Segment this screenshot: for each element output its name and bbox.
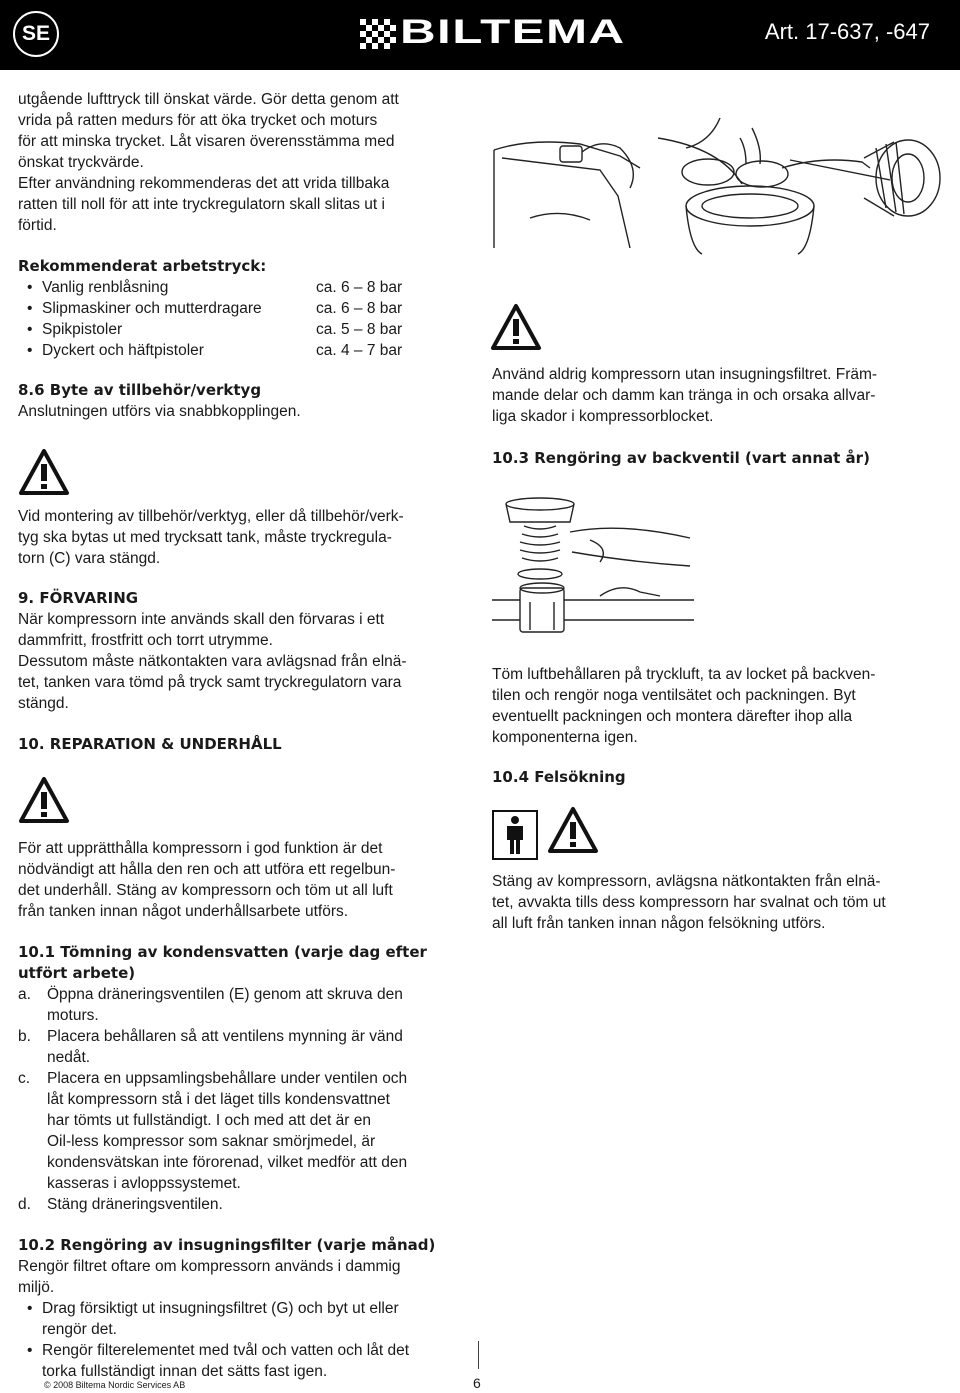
pressure-item-value: ca. 4 – 7 bar: [316, 342, 403, 359]
intro-line: vrida på ratten medurs för att öka trycket och moturs: [18, 112, 378, 129]
section-9-line: När kompressorn inte används skall den förvaras i ett: [18, 611, 385, 628]
section-10-4-heading: 10.4 Felsökning: [492, 768, 626, 786]
section-10-1-heading: utfört arbete): [18, 964, 136, 982]
pressure-heading: Rekommenderat arbetstryck:: [18, 257, 267, 275]
warning-text-line: nödvändigt att hålla den ren och att utföra ett regelbun-: [18, 861, 396, 878]
warning-text-line: Använd aldrig kompressorn utan insugningsfiltret. Främ-: [492, 366, 878, 383]
step-line: kondensvätskan inte förorenad, vilket medför att den: [47, 1154, 408, 1171]
section-10-4-line: all luft från tanken innan någon felsökning utförs.: [492, 915, 826, 932]
warning-triangle-icon: [18, 776, 70, 824]
section-10-heading: 10. REPARATION & UNDERHÅLL: [18, 735, 282, 753]
section-9-line: dammfritt, frostfritt och torrt utrymme.: [18, 632, 273, 649]
filter-bullet-cont: torka fullständigt innan det sätts fast igen.: [42, 1363, 328, 1380]
section-10-2-heading: 10.2 Rengöring av insugningsfilter (varje månad): [18, 1236, 436, 1254]
filter-bullet: • Drag försiktigt ut insugningsfiltret (G) och byt ut eller: [42, 1298, 399, 1319]
section-10-1-heading: 10.1 Tömning av kondensvatten (varje dag efter: [18, 943, 427, 961]
section-8-6-text: Anslutningen utförs via snabbkopplingen.: [18, 403, 301, 420]
step-line: Placera en uppsamlingsbehållare under ventilen och: [47, 1070, 408, 1087]
checkered-flag-icon: [360, 19, 396, 49]
logo-wordmark: BILTEMA: [400, 13, 626, 51]
step-letter: d.: [18, 1196, 31, 1213]
section-8-6-heading: 8.6 Byte av tillbehör/verktyg: [18, 381, 262, 399]
copyright: © 2008 Biltema Nordic Services AB: [44, 1380, 186, 1390]
section-9-heading: 9. FÖRVARING: [18, 589, 139, 607]
intro-line: önskat tryckvärde.: [18, 154, 144, 171]
step-letter: a.: [18, 986, 31, 1003]
filter-removal-illustration: [490, 108, 948, 256]
warning-text-line: torn (C) vara stängd.: [18, 550, 161, 567]
pressure-item-label: • Spikpistoler: [42, 319, 122, 340]
section-9-line: stängd.: [18, 695, 69, 712]
warning-triangle-icon: [490, 303, 542, 351]
warning-triangle-icon: [547, 806, 599, 854]
section-9-line: Dessutom måste nätkontakten vara avlägsnad från elnä-: [18, 653, 407, 670]
section-10-4-line: Stäng av kompressorn, avlägsna nätkontakten från elnä-: [492, 873, 881, 890]
warning-text-line: det underhåll. Stäng av kompressorn och töm ut all luft: [18, 882, 393, 899]
section-10-2-line: Rengör filtret oftare om kompressorn används i dammig: [18, 1258, 401, 1275]
intro-line: ratten till noll för att inte tryckregulatorn skall slitas ut i: [18, 196, 385, 213]
article-number: Art. 17-637, -647: [764, 19, 930, 44]
pressure-item-value: ca. 6 – 8 bar: [316, 279, 403, 296]
section-10-3-line: tilen och rengör noga ventilsätet och packningen. Byt: [492, 687, 856, 704]
warning-text-line: För att upprätthålla kompressorn i god funktion är det: [18, 840, 383, 857]
section-10-3-line: Töm luftbehållaren på tryckluft, ta av locket på backven-: [492, 666, 876, 683]
step-line: Stäng dräneringsventilen.: [47, 1196, 223, 1213]
pressure-item-label: • Dyckert och häftpistoler: [42, 340, 204, 361]
step-line: Oil-less kompressor som saknar smörjmedel, är: [47, 1133, 376, 1150]
filter-bullet: • Rengör filterelementet med tvål och vatten och låt det: [42, 1340, 409, 1361]
intro-line: Efter användning rekommenderas det att vrida tillbaka: [18, 175, 390, 192]
section-10-4-line: tet, avvakta tills dess kompressorn har svalnat och töm ut: [492, 894, 886, 911]
section-10-3-heading: 10.3 Rengöring av backventil (vart annat år): [492, 449, 870, 467]
step-letter: c.: [18, 1070, 31, 1087]
filter-bullet-cont: rengör det.: [42, 1321, 117, 1338]
warning-triangle-icon: [18, 448, 70, 496]
biltema-logo: [360, 13, 626, 54]
pressure-item-label: • Vanlig renblåsning: [42, 277, 168, 298]
step-line: Placera behållaren så att ventilens mynning är vänd: [47, 1028, 403, 1045]
pressure-item-value: ca. 6 – 8 bar: [316, 300, 403, 317]
language-badge: SE: [13, 11, 59, 57]
step-line: har tömts ut fullständigt. I och med att det är en: [47, 1112, 371, 1129]
section-9-line: tet, tanken vara tömd på tryck samt tryckregulatorn vara: [18, 674, 402, 691]
warning-text-line: mande delar och damm kan tränga in och orsaka allvar-: [492, 387, 876, 404]
warning-text-line: tyg ska bytas ut med trycksatt tank, måste tryckregula-: [18, 529, 392, 546]
section-10-3-line: komponenterna igen.: [492, 729, 638, 746]
warning-text-line: från tanken innan något underhållsarbete utförs.: [18, 903, 349, 920]
pressure-item-value: ca. 5 – 8 bar: [316, 321, 403, 338]
step-line: Öppna dräneringsventilen (E) genom att skruva den: [47, 986, 403, 1003]
footer-rule: [478, 1341, 479, 1369]
page-number: 6: [473, 1375, 481, 1391]
step-line: låt kompressorn stå i det läget tills kondensvattnet: [47, 1091, 390, 1108]
header-bar: [0, 0, 960, 70]
intro-line: förtid.: [18, 217, 57, 234]
warning-text-line: Vid montering av tillbehör/verktyg, eller då tillbehör/verk-: [18, 508, 404, 525]
warning-text-line: liga skador i kompressorblocket.: [492, 408, 714, 425]
section-10-3-line: eventuellt packningen och montera därefter ihop alla: [492, 708, 853, 725]
intro-line: för att minska trycket. Låt visaren överensstämma med: [18, 133, 395, 150]
pressure-item-label: • Slipmaskiner och mutterdragare: [42, 298, 262, 319]
step-letter: b.: [18, 1028, 31, 1045]
intro-line: utgående lufttryck till önskat värde. Gör detta genom att: [18, 91, 399, 108]
step-line: moturs.: [47, 1007, 99, 1024]
check-valve-illustration: [490, 492, 696, 640]
step-line: nedåt.: [47, 1049, 91, 1066]
step-line: kasseras i avloppssystemet.: [47, 1175, 241, 1192]
person-icon: [492, 810, 538, 860]
section-10-2-line: miljö.: [18, 1279, 55, 1296]
